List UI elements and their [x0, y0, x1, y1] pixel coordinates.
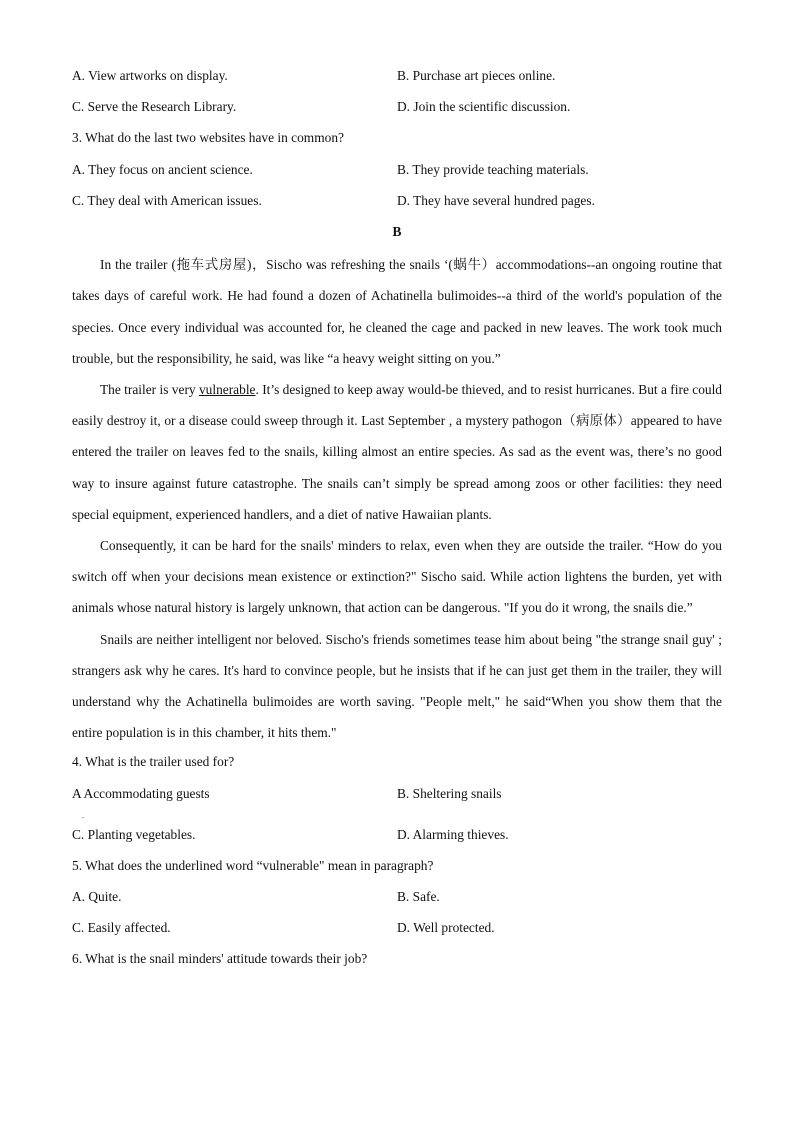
section-title: B [392, 223, 402, 239]
q4-options-row-1 [72, 780, 722, 821]
q5-option-b: B. Safe. [397, 888, 440, 904]
q5-question: 5. What does the underlined word “vulnerable" mean in paragraph? [72, 857, 434, 873]
q2-options-row-1 [72, 62, 722, 93]
q2-option-d: D. Join the scientific discussion. [397, 99, 571, 115]
q5-option-d: D. Well protected. [397, 920, 495, 936]
q3-option-c: C. They deal with American issues. [72, 192, 262, 208]
q2-options-row-2 [72, 93, 722, 124]
p2-before: The trailer is very [100, 381, 199, 397]
q4-option-a-text: A Accommodating guests [72, 785, 210, 801]
q5-options-row-1 [72, 883, 722, 914]
q4-option-c: C. Planting vegetables. [72, 826, 196, 842]
q4-option-a [72, 780, 397, 821]
q3-option-b: B. They provide teaching materials. [397, 161, 589, 177]
underlined-word-vulnerable: vulnerable [198, 381, 256, 397]
passage-paragraph-1: In the trailer (拖车式房屋)，Sischo was refreshing the snails ‘(蜗牛）accommodations--an ongoing routine that takes days of careful work. He had found a dozen of Achatinella bulimoides--a third of the world's population of the species. Once every individual was accounted for, he cleaned the cage and packed in new leaves. The work took much trouble, but the responsibility, he said, was like “a heavy weight sitting on you.” [72, 257, 722, 366]
q2-option-b: B. Purchase art pieces online. [397, 68, 556, 83]
passage-paragraph-4: Snails are neither intelligent nor beloved. Sischo's friends sometimes tease him about being "the strange snail guy' ; strangers ask why he cares. It's hard to convince people, but he insists that if he can just get them in the trailer, they will understand why the Achatinella bulimoides are worth saving. "People melt," he said“When you show them that the entire population is in this chamber, it hits them." [72, 631, 722, 741]
q6-question: 6. What is the snail minders' attitude towards their job? [72, 951, 368, 967]
q5-options-row-2 [72, 914, 722, 945]
q2-option-a: A. View artworks on display. [72, 68, 228, 83]
document-page [72, 62, 722, 977]
passage-paragraph-3: Consequently, it can be hard for the snails' minders to relax, even when they are outside the trailer. “How do you switch off when your decisions mean existence or extinction?" Sischo said. While action lightens the burden, yet with animals whose natural history is largely unknown, that action can be dangerous. "If you do it wrong, the snails die.” [72, 537, 722, 616]
q3-question: 3. What do the last two websites have in common? [72, 130, 344, 146]
q3-options-row-1 [72, 156, 722, 187]
q3-option-d: D. They have several hundred pages. [397, 192, 595, 208]
p2-after: . It’s designed to keep away would-be thieved, and to resist hurricanes. But a fire could easily destroy it, or a disease could sweep through it. Last September , a mystery pathogon（病原体）appeared to have entered the trailer on leaves fed to the snails, killing almost an entire species. As sad as the event was, there’s no good way to insure against future catastrophe. The snails can’t simply be spread among zoos or other facilities: they need special equipment, experienced handlers, and a diet of native Hawaiian plants. [72, 381, 722, 522]
q4-option-a-dot: . [82, 810, 84, 820]
q4-options-row-2 [72, 821, 722, 852]
q3-options-row-2 [72, 187, 722, 218]
q5-option-a: A. Quite. [72, 888, 122, 904]
q4-question: 4. What is the trailer used for? [72, 754, 235, 770]
q5-option-c: C. Easily affected. [72, 920, 171, 936]
q4-option-b: B. Sheltering snails [397, 785, 502, 801]
passage-paragraph-2 [72, 374, 722, 530]
q2-option-c: C. Serve the Research Library. [72, 99, 237, 115]
q3-option-a: A. They focus on ancient science. [72, 161, 253, 177]
q4-option-d: D. Alarming thieves. [397, 826, 509, 842]
